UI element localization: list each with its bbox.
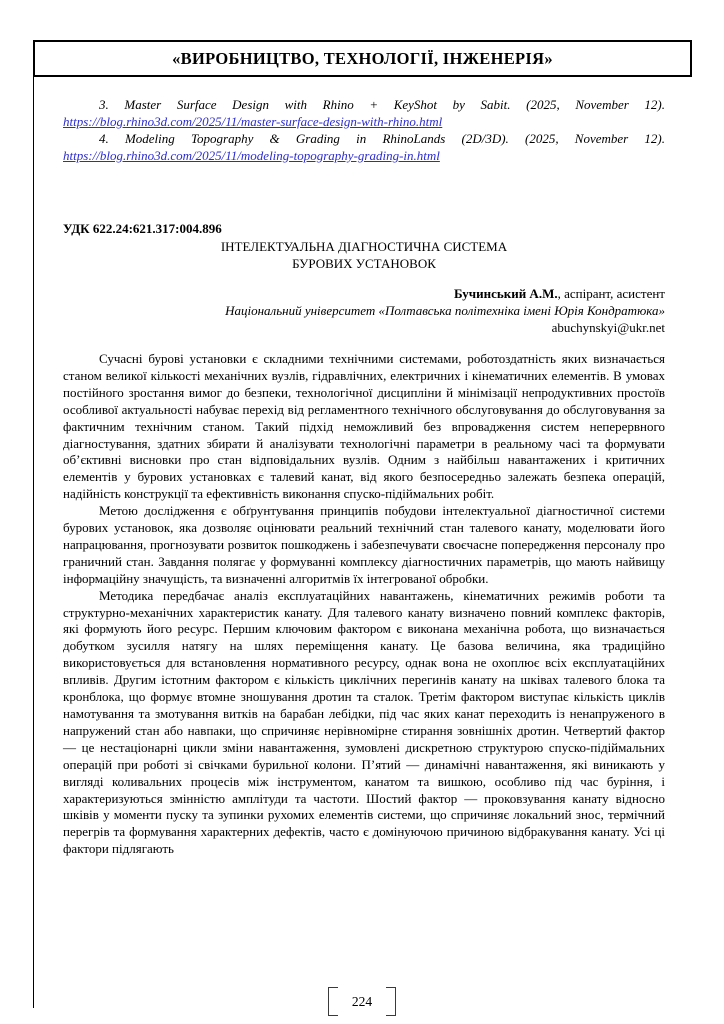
author-affiliation: Національний університет «Полтавська політехніка імені Юрія Кондратюка»	[225, 302, 665, 318]
article-title-line2: БУРОВИХ УСТАНОВОК	[292, 255, 436, 271]
article-title-line1: ІНТЕЛЕКТУАЛЬНА ДІАГНОСТИЧНА СИСТЕМА	[220, 238, 508, 254]
paragraph: Методика передбачає аналіз експлуатаційних навантажень, кінематичних режимів роботи та структурно-механічних характеристик канату. Для талевого канату визначено повний комплекс факторів, які формують його ресурс. Першим ключовим фактором є виконана механічна робота, що визначається добутком зусилля натягу на шлях переміщення канату. Це базова величина, яка традиційно використовується для встановлення нормативного ресурсу, однак вона не охоплює всіх експлуатаційних впливів. Другим істотним фактором є кількість циклічних перегинів канату на шківах талевого блока та кронблока, що формує втомне зношування дротин та сталок. Третім фактором виступає кількість циклів намотування та змотування витків на барабан лебідки, під час яких канат переходить із ненапруженого в напружений стан або навпаки, що спричиняє нерівномірне стирання зовнішніх дротин. Четвертий фактор — це нестаціонарні цикли зміни навантаження, зумовлені дискретною структурою спуско-підіймальних операцій при роботі зі свічками бурильної колони. П’ятий — динамічні навантаження, які виникають у вигляді коливальних процесів між інструментом, канатом та вишкою, особливо під час буріння, і характеризуються змінністю амплітуди та частоти. Шостий фактор — проковзування канату відносно шківів у моменти пуску та зупинки рухомих елементів системи, що спричиняє локальний знос, термічний перегрів та формування характерних дефектів, часто є домінуючою причиною відбракування канату. Усі ці фактори підлягають	[63, 587, 665, 857]
reference-item: 3. Master Surface Design with Rhino + KeyShot by Sabit. (2025, November 12).	[99, 97, 665, 112]
paragraph: Сучасні бурові установки є складними технічними системами, роботоздатність яких визначається станом великої кількості механічних вузлів, гідравлічних, електричних і кінематичних елементів. В умовах постійного зростання вимог до безпеки, технологічної дисципліни й мінімізації непродуктивних простоїв особливої актуальності набуває перехід від регламентного технічного обслуговування до обслуговування за фактичним технічним станом. Такий підхід неможливий без впровадження систем неперервного діагностування, здатних збирати й аналізувати технологічні параметри в реальному часі та формувати об’єктивні висновки про стан відповідальних вузлів. Одним з найбільш навантажених і критичних елементів у бурових установках є талевий канат, від якого безпосередньо залежать безпека операцій, надійність конструкції та ефективність виконання спуско-підіймальних робіт.	[63, 350, 665, 502]
page-number: 224	[351, 993, 373, 1009]
article-title	[63, 238, 665, 272]
author-line	[63, 285, 665, 302]
journal-title: «ВИРОБНИЦТВО, ТЕХНОЛОГІЇ, ІНЖЕНЕРІЯ»	[172, 48, 553, 68]
author-block	[63, 285, 665, 336]
page-number-bracket-right-icon	[386, 987, 396, 1016]
reference-link[interactable]: https://blog.rhino3d.com/2025/11/modeling-topography-grading-in.html	[63, 147, 440, 163]
udc-code: УДК 622.24:621.317:004.896	[63, 221, 222, 237]
left-page-border	[33, 75, 34, 1008]
author-degree: , аспірант, асистент	[557, 285, 665, 301]
article-body	[63, 351, 665, 858]
page-footer	[0, 987, 724, 1016]
author-name: Бучинський А.М.	[453, 285, 558, 301]
references-block	[63, 97, 665, 165]
reference-link[interactable]: https://blog.rhino3d.com/2025/11/master-surface-design-with-rhino.html	[63, 113, 443, 129]
reference-item: 4. Modeling Topography & Grading in RhinoLands (2D/3D). (2025, November 12).	[99, 131, 665, 147]
page-number-bracket-left-icon	[328, 987, 338, 1016]
page-content	[63, 97, 665, 858]
paragraph: Метою дослідження є обґрунтування принципів побудови інтелектуальної діагностичної системи бурових установок, яка дозволяє оцінювати реальний технічний стан талевого канату, моделювати його напрацювання, прогнозувати розвиток пошкоджень і забезпечувати своєчасне попередження персоналу про граничний стан. Завдання полягає у формуванні комплексу діагностичних параметрів, що мають найвищу інформаційну значущість, та визначенні алгоритмів їх інтегрованої обробки.	[63, 503, 665, 586]
author-email: abuchynskyi@ukr.net	[551, 319, 665, 335]
journal-header-box	[33, 40, 692, 77]
